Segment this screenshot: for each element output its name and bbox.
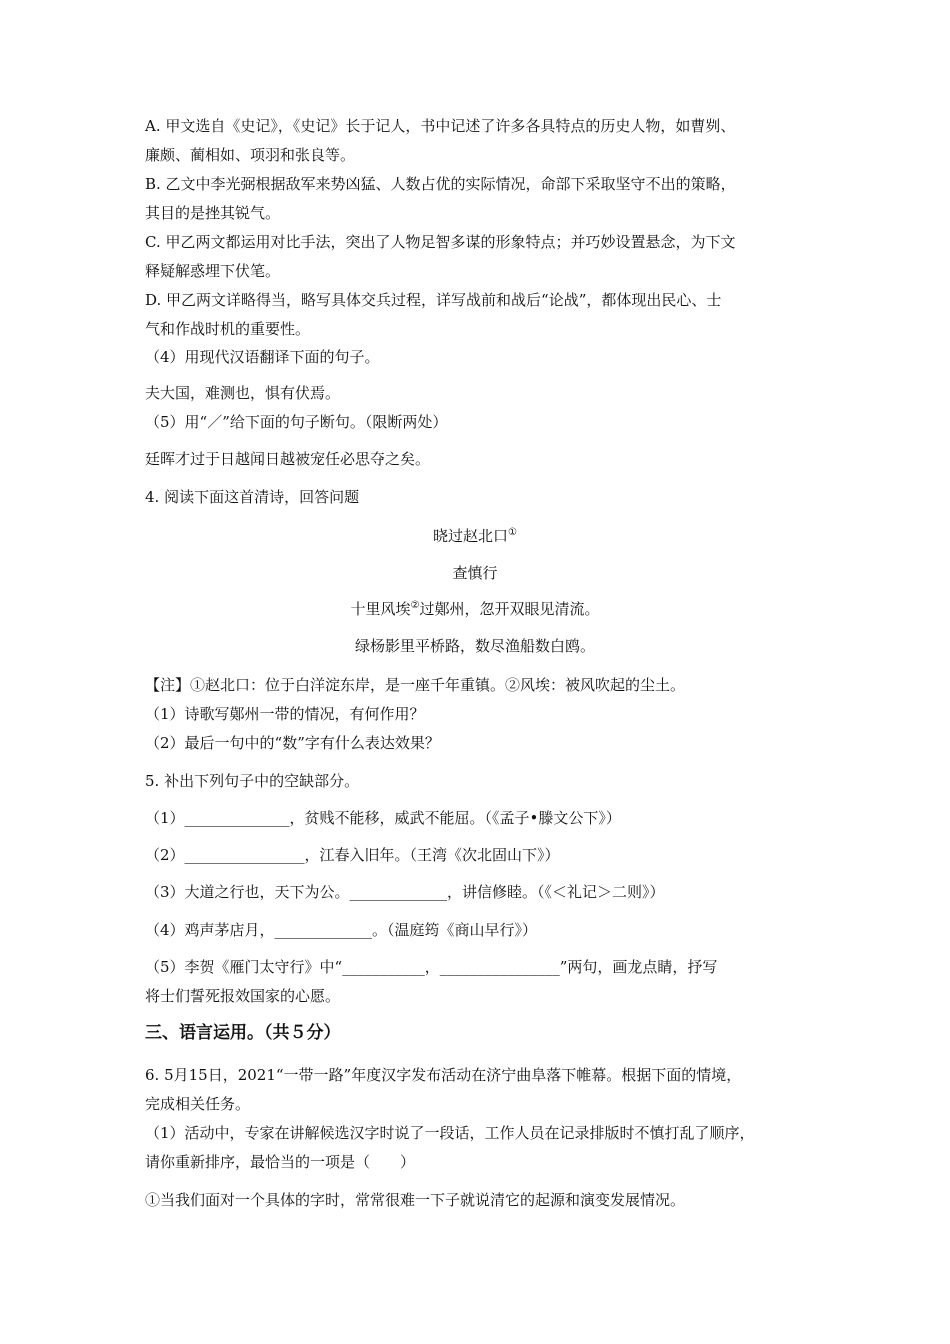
poem-line-1-footnote: ② [410,600,420,611]
q4-sub1: （1）诗歌写鄚州一带的情况，有何作用？ [145,705,425,723]
q3-sub5-prompt: （5）用“／”给下面的句子断句。（限断两处） [145,413,448,431]
q3-sub4-prompt: （4）用现代汉语翻译下面的句子。 [145,348,380,366]
q5-item-1: （1）______________，贫贱不能移，威武不能屈。（《孟子•滕文公下》） [145,809,621,827]
q3-option-d-line1: D. 甲乙两文详略得当，略写具体交兵过程，详写战前和战后“论战”，都体现出民心、士 [145,291,722,309]
poem-title [0,526,950,546]
poem-line-1 [0,599,950,619]
q3-option-c-line1: C. 甲乙两文都运用对比手法，突出了人物足智多谋的形象特点；并巧妙设置悬念，为下文 [145,233,736,251]
q3-option-d-line2: 气和作战时机的重要性。 [145,320,311,338]
poem-line-1-part-b: 过鄚州，忽开双眼见清流。 [419,600,600,618]
q3-option-c-line2: 释疑解惑埋下伏笔。 [145,262,281,280]
q4-sub2: （2）最后一句中的“数”字有什么表达效果？ [145,734,440,752]
q3-sub4-sentence: 夫大国，难测也，惧有伏焉。 [145,384,341,402]
poem-line-2: 绿杨影里平桥路，数尽渔船数白鸥。 [354,637,595,655]
q4-title: 4. 阅读下面这首清诗，回答问题 [145,488,360,506]
section-3-heading: 三、语言运用。（共５分） [145,1023,341,1043]
poem-title-text: 晓过赵北口 [433,527,509,545]
q5-item-3: （3）大道之行也，天下为公。_____________，讲信修睦。（《＜礼记＞二则》） [145,883,665,901]
poem-line-1-part-a: 十里风埃 [350,600,411,618]
q3-option-b-line1: B. 乙文中李光弼根据敌军来势凶猛、人数占优的实际情况，命部下采取坚守不出的策略， [145,175,736,193]
poem-author: 查慎行 [452,564,498,582]
poem-note: 【注】①赵北口：位于白洋淀东岸，是一座千年重镇。②风埃：被风吹起的尘土。 [145,676,686,694]
q6-line1: 6. 5月15日，2021“一带一路”年度汉字发布活动在济宁曲阜落下帷幕。根据下面的情境， [145,1066,742,1084]
q5-item-2: （2）________________，江春入旧年。（王湾《次北固山下》） [145,846,560,864]
q5-item-5-line1: （5）李贺《雁门太守行》中“___________，________________”两句，画龙点睛，抒写 [145,958,718,976]
q6-line2: 完成相关任务。 [145,1095,251,1113]
q3-option-b-line2: 其目的是挫其锐气。 [145,204,281,222]
q5-item-5-line2: 将士们誓死报效国家的心愿。 [145,987,341,1005]
q3-option-a-line2: 廉颇、蔺相如、项羽和张良等。 [145,146,356,164]
q3-option-a-line1: A. 甲文选自《史记》，《史记》长于记人，书中记述了许多各具特点的历史人物，如曹刿、 [145,117,736,135]
q6-sub1-line2: 请你重新排序，最恰当的一项是（ ） [145,1153,416,1171]
q5-item-4: （4）鸡声茅店月，_____________。（温庭筠《商山早行》） [145,921,538,939]
q5-title: 5. 补出下列句子中的空缺部分。 [145,772,360,790]
q6-item-1: ①当我们面对一个具体的字时，常常很难一下子就说清它的起源和演变发展情况。 [145,1191,686,1209]
q6-sub1-line1: （1）活动中，专家在讲解候选汉字时说了一段话，工作人员在记录排版时不慎打乱了顺序， [145,1124,755,1142]
poem-title-footnote: ① [508,527,517,538]
q3-sub5-sentence: 廷晖才过于日越闻日越被宠任必思夺之矣。 [145,450,431,468]
